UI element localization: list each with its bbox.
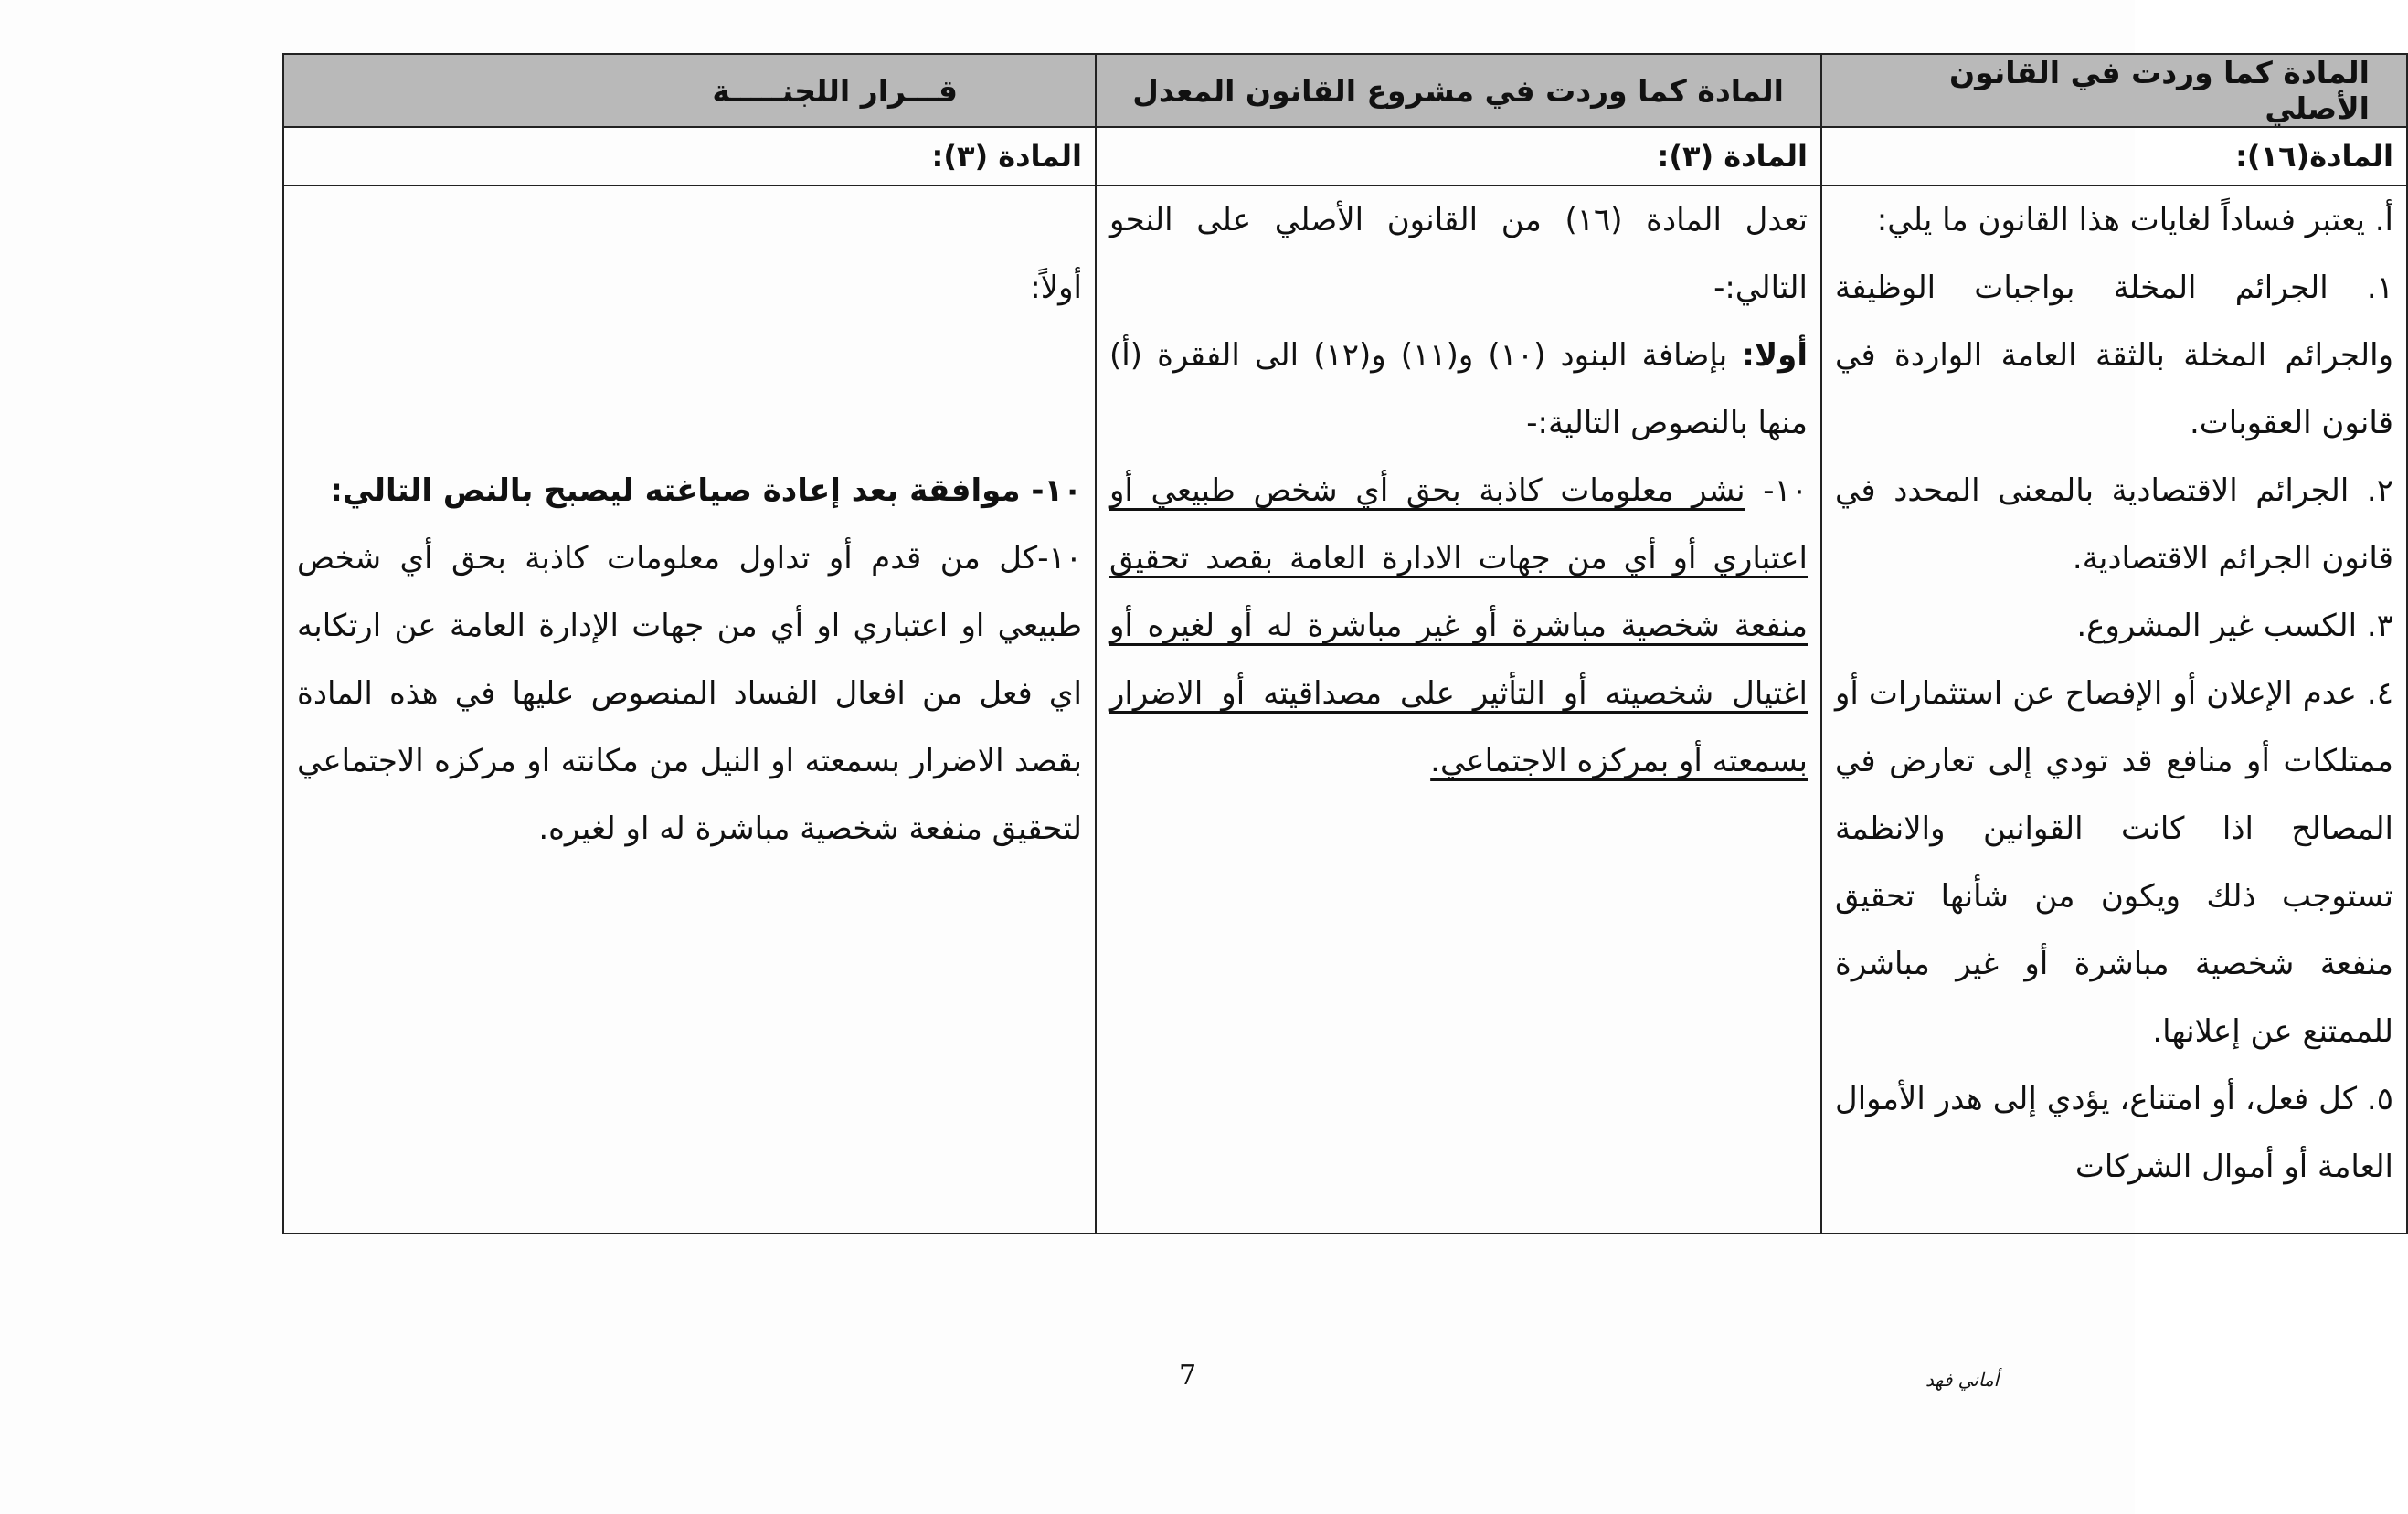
subheader-row (283, 127, 2407, 185)
original-item-5: ٥. كل فعل، أو امتناع، يؤدي إلى هدر الأموال العامة أو أموال الشركات (1835, 1081, 2393, 1185)
original-para-a: أ. يعتبر فساداً لغايات هذا القانون ما يلي: (1876, 202, 2393, 238)
header-amended-draft: المادة كما وردت في مشروع القانون المعدل (1096, 54, 1821, 127)
amended-first-clause (1109, 322, 1808, 457)
subheader-decision: المادة (٣): (283, 127, 1096, 185)
amended-draft-cell (1096, 185, 1821, 1233)
subheader-original: المادة(١٦): (1821, 127, 2407, 185)
page-number: 7 (1179, 1360, 1197, 1392)
comparison-table (282, 53, 2408, 1234)
original-item-1: ١. الجرائم المخلة بواجبات الوظيفة والجرائم المخلة بالثقة العامة الواردة في قانون العقوبات. (1835, 270, 2393, 441)
original-item-2: ٢. الجرائم الاقتصادية بالمعنى المحدد في قانون الجرائم الاقتصادية. (1835, 472, 2393, 577)
decision-first-label: أولاً: (1030, 270, 1082, 306)
amended-intro: تعدل المادة (١٦) من القانون الأصلي على النحو التالي:- (1109, 202, 1808, 306)
decision-item-10-heading: ١٠- موافقة بعد إعادة صياغته ليصبح بالنص التالي: (330, 472, 1082, 509)
amended-first-text: بإضافة البنود (١٠) و(١١) و(١٢) الى الفقرة (أ) منها بالنصوص التالية:- (1109, 337, 1808, 441)
amended-item-10-text: نشر معلومات كاذبة بحق أي شخص طبيعي أو اعتباري أو أي من جهات الادارة العامة بقصد تحقيق منفعة شخصية مباشرة أو غير مباشرة له أو لغيره أو اغتيال شخصيته أو التأثير على مصداقيته أو الاضرار بسمعته أو بمركزه الاجتماعي. (1109, 472, 1808, 779)
signature-mark: أماني فهد (1925, 1369, 2000, 1391)
amended-first-label: أولا: (1742, 337, 1808, 374)
committee-decision-cell (283, 185, 1096, 1233)
header-original-law: المادة كما وردت في القانون الأصلي (1821, 54, 2407, 127)
header-committee-decision: قـــرار اللجنـــــة (283, 54, 1096, 127)
original-item-3: ٣. الكسب غير المشروع. (2076, 608, 2393, 644)
header-row (283, 54, 2407, 127)
amended-item-10 (1109, 457, 1808, 795)
original-item-4: ٤. عدم الإعلان أو الإفصاح عن استثمارات أو ممتلكات أو منافع قد تودي إلى تعارض في المصالح اذا كانت القوانين والانظمة تستوجب ذلك ويكون من شأنها تحقيق منفعة شخصية مباشرة أو غير مباشرة للممتنع عن إعلانها. (1835, 675, 2393, 1050)
body-row (283, 185, 2407, 1233)
amended-item-10-number: ١٠- (1745, 472, 1809, 509)
original-law-cell (1821, 185, 2407, 1233)
decision-item-10-text: ١٠-كل من قدم أو تداول معلومات كاذبة بحق أي شخص طبيعي او اعتباري او أي من جهات الإدارة العامة عن ارتكابه اي فعل من افعال الفساد المنصوص عليها في هذه المادة بقصد الاضرار بسمعته او النيل من مكانته او مركزه الاجتماعي لتحقيق منفعة شخصية مباشرة له او لغيره. (297, 540, 1082, 847)
subheader-amended: المادة (٣): (1096, 127, 1821, 185)
